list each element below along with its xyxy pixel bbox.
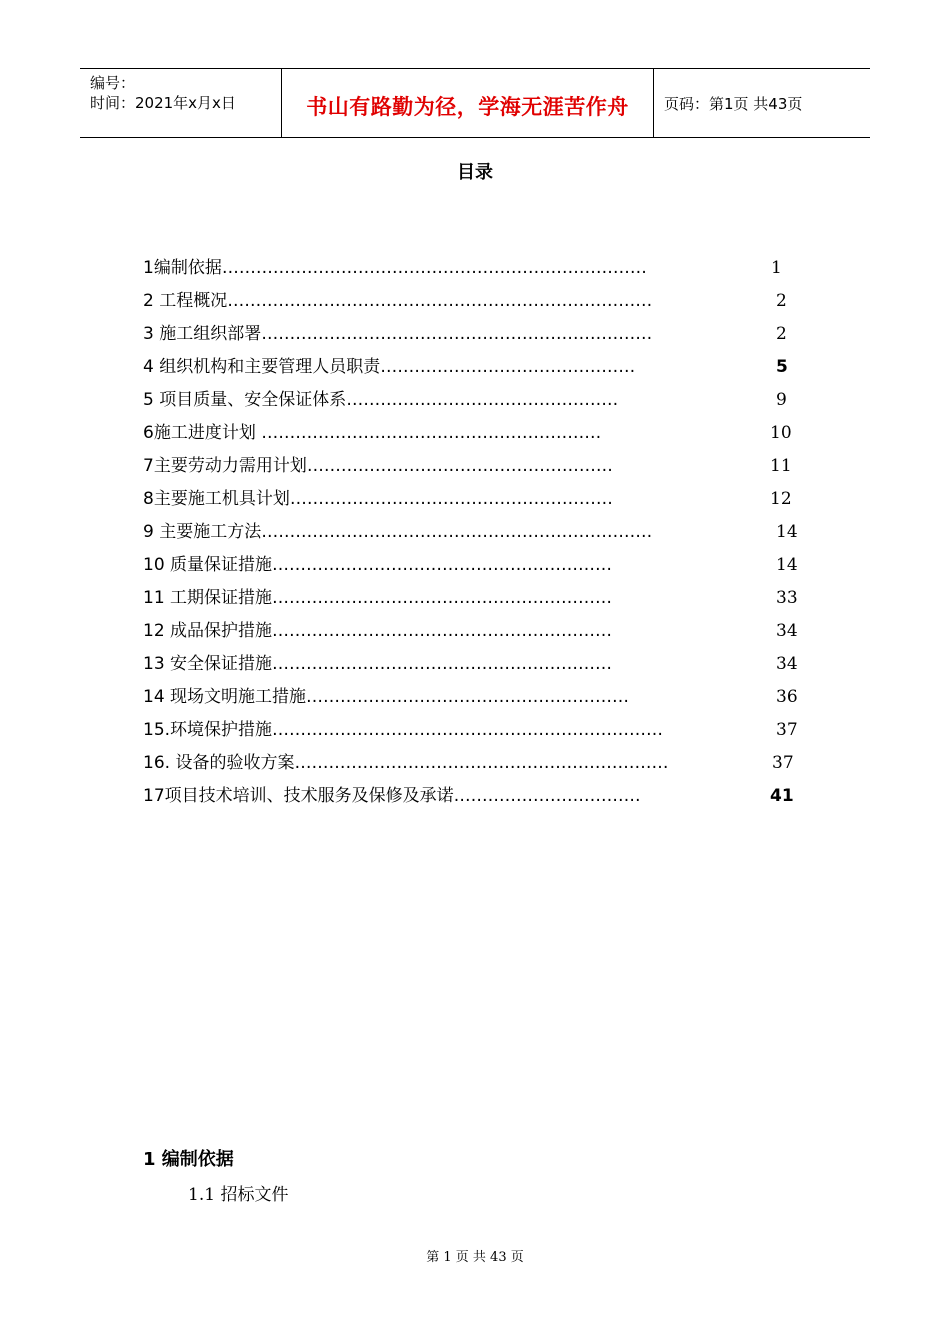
toc-entry[interactable] — [143, 718, 803, 751]
toc-entry-page-number: 9 — [776, 390, 787, 410]
toc-entry-page-number: 37 — [776, 720, 798, 740]
toc-entry[interactable] — [143, 454, 803, 487]
toc-title: 目录 — [457, 162, 493, 183]
toc-entry-page-number: 5 — [776, 357, 788, 377]
header-motto: 书山有路勤为径，学海无涯苦作舟 — [306, 95, 629, 119]
toc-entry-label: 10 质量保证措施…………………………………………………… — [143, 555, 613, 575]
toc-entry-page-number: 14 — [776, 522, 798, 542]
toc-entry-page-number: 34 — [776, 621, 798, 641]
toc-entry-page-number: 12 — [770, 489, 792, 509]
subsection-heading: 1.1 招标文件 — [188, 1185, 289, 1205]
toc-entry-label: 13 安全保证措施…………………………………………………… — [143, 654, 613, 674]
toc-entry-label: 11 工期保证措施…………………………………………………… — [143, 588, 613, 608]
table-of-contents — [143, 256, 803, 817]
toc-entry[interactable] — [143, 355, 803, 388]
toc-entry-label: 5 项目质量、安全保证体系………………………………………… — [143, 390, 619, 410]
toc-entry-page-number: 33 — [776, 588, 798, 608]
toc-entry-label: 6施工进度计划 …………………………………………………… — [143, 423, 602, 443]
toc-entry-page-number: 36 — [776, 687, 798, 707]
toc-entry[interactable] — [143, 652, 803, 685]
toc-entry-label: 17项目技术培训、技术服务及保修及承诺…………………………… — [143, 786, 641, 806]
page-footer: 第 1 页 共 43 页 — [426, 1250, 524, 1265]
header-meta-cell — [80, 69, 282, 137]
toc-entry-page-number: 14 — [776, 555, 798, 575]
toc-entry-label: 8主要施工机具计划………………………………………………… — [143, 489, 613, 509]
toc-entry-label: 7主要劳动力需用计划……………………………………………… — [143, 456, 613, 476]
header-page-info: 页码：第1页 共43页 — [664, 95, 803, 113]
toc-entry-page-number: 10 — [770, 423, 792, 443]
header-page-cell — [654, 69, 870, 137]
toc-entry[interactable] — [143, 784, 803, 817]
toc-entry[interactable] — [143, 751, 803, 784]
toc-entry-page-number: 2 — [776, 291, 787, 311]
toc-entry[interactable] — [143, 586, 803, 619]
toc-entry-label: 9 主要施工方法…………………………………………………………… — [143, 522, 653, 542]
document-header — [80, 68, 870, 138]
toc-entry-label: 14 现场文明施工措施………………………………………………… — [143, 687, 630, 707]
toc-entry-page-number: 2 — [776, 324, 787, 344]
toc-entry[interactable] — [143, 553, 803, 586]
toc-entry-label: 12 成品保护措施…………………………………………………… — [143, 621, 613, 641]
toc-entry-page-number: 11 — [770, 456, 792, 476]
toc-entry-label: 3 施工组织部署…………………………………………………………… — [143, 324, 653, 344]
toc-entry[interactable] — [143, 619, 803, 652]
document-time-label: 时间：2021年x月x日 — [90, 94, 236, 112]
header-motto-cell — [282, 69, 654, 137]
toc-entry-label: 4 组织机构和主要管理人员职责……………………………………… — [143, 357, 636, 377]
toc-entry-label: 16. 设备的验收方案………………………………………………………… — [143, 753, 669, 773]
toc-entry[interactable] — [143, 520, 803, 553]
toc-entry[interactable] — [143, 685, 803, 718]
toc-entry-page-number: 1 — [771, 258, 782, 278]
toc-entry[interactable] — [143, 421, 803, 454]
toc-entry-page-number: 34 — [776, 654, 798, 674]
toc-entry-label: 15.环境保护措施…………………………………………………………… — [143, 720, 664, 740]
document-code-label: 编号： — [90, 74, 136, 92]
toc-entry-label: 2 工程概况………………………………………………………………… — [143, 291, 653, 311]
toc-entry[interactable] — [143, 289, 803, 322]
toc-entry-page-number: 37 — [772, 753, 794, 773]
toc-entry[interactable] — [143, 322, 803, 355]
section-heading: 1 编制依据 — [143, 1149, 234, 1170]
toc-entry-page-number: 41 — [770, 786, 794, 806]
toc-entry[interactable] — [143, 256, 803, 289]
toc-entry[interactable] — [143, 388, 803, 421]
toc-entry[interactable] — [143, 487, 803, 520]
toc-entry-label: 1编制依据………………………………………………………………… — [143, 258, 647, 278]
